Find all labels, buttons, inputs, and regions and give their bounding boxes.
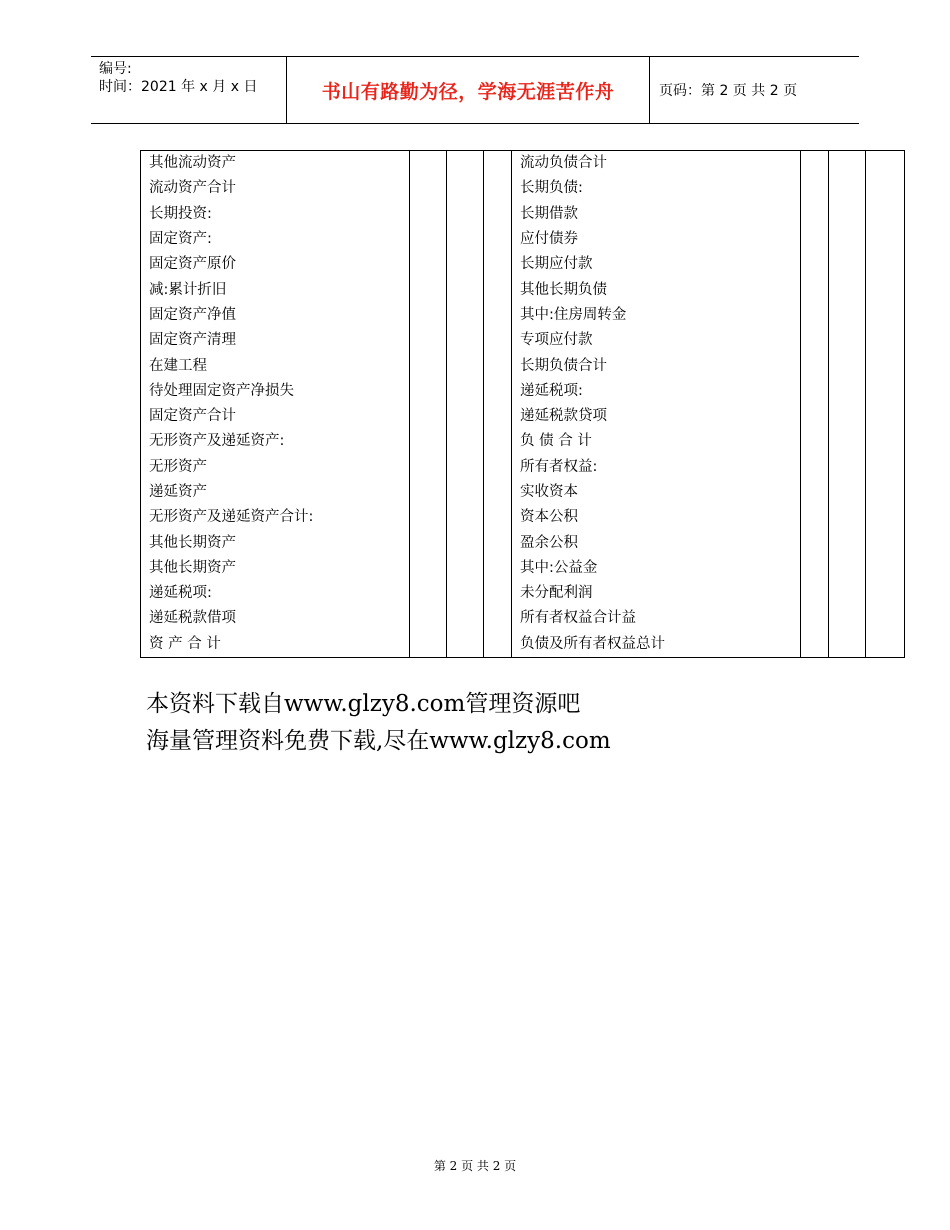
value-cell (801, 227, 829, 252)
value-cell (410, 606, 447, 631)
liability-item-label: 长期借款 (512, 202, 801, 227)
value-cell (410, 632, 447, 658)
value-cell (866, 530, 905, 555)
value-cell (484, 202, 512, 227)
value-cell (801, 151, 829, 177)
table-row (141, 606, 905, 631)
asset-item-label: 在建工程 (141, 353, 410, 378)
value-cell (801, 277, 829, 302)
liability-item-label: 递延税项: (512, 379, 801, 404)
table-row (141, 202, 905, 227)
liability-item-label: 所有者权益合计益 (512, 606, 801, 631)
table-row (141, 429, 905, 454)
value-cell (484, 227, 512, 252)
asset-item-label: 其他长期资产 (141, 556, 410, 581)
asset-item-label: 固定资产: (141, 227, 410, 252)
value-cell (866, 581, 905, 606)
value-cell (829, 581, 866, 606)
value-cell (801, 530, 829, 555)
value-cell (829, 404, 866, 429)
value-cell (801, 252, 829, 277)
asset-item-label: 资 产 合 计 (141, 632, 410, 658)
value-cell (829, 227, 866, 252)
value-cell (484, 353, 512, 378)
value-cell (484, 505, 512, 530)
table-row (141, 530, 905, 555)
value-cell (829, 455, 866, 480)
value-cell (484, 151, 512, 177)
value-cell (484, 379, 512, 404)
value-cell (484, 176, 512, 201)
liability-item-label: 其中:住房周转金 (512, 303, 801, 328)
value-cell (866, 353, 905, 378)
value-cell (829, 480, 866, 505)
table-row (141, 277, 905, 302)
value-cell (829, 530, 866, 555)
value-cell (447, 530, 484, 555)
value-cell (866, 252, 905, 277)
liability-item-label: 应付债券 (512, 227, 801, 252)
table-row (141, 404, 905, 429)
value-cell (410, 505, 447, 530)
value-cell (484, 632, 512, 658)
table-row (141, 252, 905, 277)
header-motto: 书山有路勤为径，学海无涯苦作舟 (321, 81, 615, 103)
value-cell (447, 632, 484, 658)
value-cell (484, 429, 512, 454)
value-cell (447, 328, 484, 353)
value-cell (410, 429, 447, 454)
asset-item-label: 减:累计折旧 (141, 277, 410, 302)
value-cell (866, 404, 905, 429)
value-cell (447, 277, 484, 302)
value-cell (447, 379, 484, 404)
value-cell (410, 328, 447, 353)
liability-item-label: 实收资本 (512, 480, 801, 505)
value-cell (447, 480, 484, 505)
value-cell (447, 176, 484, 201)
value-cell (410, 581, 447, 606)
table-row (141, 632, 905, 658)
value-cell (410, 480, 447, 505)
header-page-info: 页码：第 2 页 共 2 页 (659, 83, 798, 99)
table-row (141, 505, 905, 530)
table-row (141, 480, 905, 505)
header-meta (99, 60, 257, 96)
value-cell (410, 404, 447, 429)
value-cell (447, 303, 484, 328)
asset-item-label: 固定资产合计 (141, 404, 410, 429)
value-cell (866, 556, 905, 581)
value-cell (801, 202, 829, 227)
value-cell (866, 505, 905, 530)
liability-item-label: 其中:公益金 (512, 556, 801, 581)
value-cell (484, 455, 512, 480)
value-cell (410, 176, 447, 201)
asset-item-label: 固定资产原价 (141, 252, 410, 277)
value-cell (484, 556, 512, 581)
liability-item-label: 递延税款贷项 (512, 404, 801, 429)
value-cell (801, 581, 829, 606)
table-row (141, 151, 905, 177)
liability-item-label: 负债及所有者权益总计 (512, 632, 801, 658)
value-cell (829, 632, 866, 658)
value-cell (829, 353, 866, 378)
ad-line-1: 本资料下载自www.glzy8.com管理资源吧 (146, 691, 581, 717)
liability-item-label: 长期应付款 (512, 252, 801, 277)
value-cell (801, 176, 829, 201)
value-cell (447, 202, 484, 227)
value-cell (484, 480, 512, 505)
value-cell (866, 202, 905, 227)
value-cell (829, 379, 866, 404)
liability-item-label: 长期负债: (512, 176, 801, 201)
asset-item-label: 其他流动资产 (141, 151, 410, 177)
value-cell (410, 303, 447, 328)
value-cell (866, 151, 905, 177)
value-cell (866, 632, 905, 658)
value-cell (829, 429, 866, 454)
page-header (91, 56, 859, 124)
value-cell (410, 227, 447, 252)
table-row (141, 455, 905, 480)
value-cell (447, 227, 484, 252)
value-cell (829, 556, 866, 581)
value-cell (829, 505, 866, 530)
value-cell (447, 556, 484, 581)
table-row (141, 176, 905, 201)
asset-item-label: 无形资产及递延资产: (141, 429, 410, 454)
value-cell (801, 606, 829, 631)
value-cell (801, 632, 829, 658)
table-row (141, 379, 905, 404)
asset-item-label: 长期投资: (141, 202, 410, 227)
document-time-label: 时间：2021 年 x 月 x 日 (99, 79, 258, 95)
value-cell (447, 581, 484, 606)
value-cell (866, 379, 905, 404)
value-cell (447, 505, 484, 530)
value-cell (484, 303, 512, 328)
table-row (141, 581, 905, 606)
value-cell (829, 252, 866, 277)
liability-item-label: 流动负债合计 (512, 151, 801, 177)
value-cell (410, 556, 447, 581)
liability-item-label: 长期负债合计 (512, 353, 801, 378)
value-cell (801, 353, 829, 378)
asset-item-label: 递延资产 (141, 480, 410, 505)
header-divider (649, 57, 650, 123)
liability-item-label: 资本公积 (512, 505, 801, 530)
asset-item-label: 其他长期资产 (141, 530, 410, 555)
value-cell (866, 606, 905, 631)
value-cell (410, 151, 447, 177)
value-cell (484, 404, 512, 429)
value-cell (866, 176, 905, 201)
value-cell (447, 151, 484, 177)
value-cell (410, 455, 447, 480)
value-cell (801, 556, 829, 581)
asset-item-label: 固定资产清理 (141, 328, 410, 353)
asset-item-label: 无形资产及递延资产合计: (141, 505, 410, 530)
value-cell (829, 606, 866, 631)
liability-item-label: 负 债 合 计 (512, 429, 801, 454)
ad-line-2: 海量管理资料免费下载,尽在www.glzy8.com (146, 728, 611, 754)
value-cell (410, 530, 447, 555)
value-cell (801, 505, 829, 530)
value-cell (447, 404, 484, 429)
liability-item-label: 专项应付款 (512, 328, 801, 353)
value-cell (484, 606, 512, 631)
value-cell (801, 303, 829, 328)
value-cell (866, 328, 905, 353)
asset-item-label: 无形资产 (141, 455, 410, 480)
document-number-label: 编号: (99, 61, 132, 77)
value-cell (866, 480, 905, 505)
value-cell (447, 455, 484, 480)
asset-item-label: 固定资产净值 (141, 303, 410, 328)
value-cell (410, 202, 447, 227)
value-cell (484, 252, 512, 277)
value-cell (484, 328, 512, 353)
liability-item-label: 其他长期负债 (512, 277, 801, 302)
value-cell (866, 277, 905, 302)
table-row (141, 227, 905, 252)
table-row (141, 556, 905, 581)
liability-item-label: 所有者权益: (512, 455, 801, 480)
value-cell (801, 379, 829, 404)
value-cell (801, 455, 829, 480)
liability-item-label: 盈余公积 (512, 530, 801, 555)
value-cell (484, 277, 512, 302)
value-cell (447, 429, 484, 454)
value-cell (484, 530, 512, 555)
value-cell (410, 379, 447, 404)
value-cell (801, 328, 829, 353)
asset-item-label: 流动资产合计 (141, 176, 410, 201)
value-cell (410, 353, 447, 378)
value-cell (866, 303, 905, 328)
value-cell (829, 151, 866, 177)
asset-item-label: 递延税款借项 (141, 606, 410, 631)
table-row (141, 303, 905, 328)
value-cell (829, 277, 866, 302)
value-cell (410, 277, 447, 302)
value-cell (801, 480, 829, 505)
value-cell (447, 252, 484, 277)
value-cell (447, 353, 484, 378)
value-cell (866, 429, 905, 454)
table-row (141, 328, 905, 353)
value-cell (829, 202, 866, 227)
asset-item-label: 递延税项: (141, 581, 410, 606)
value-cell (410, 252, 447, 277)
value-cell (829, 328, 866, 353)
balance-sheet-table (140, 150, 905, 658)
value-cell (484, 581, 512, 606)
table-row (141, 353, 905, 378)
value-cell (829, 303, 866, 328)
value-cell (447, 606, 484, 631)
value-cell (866, 455, 905, 480)
value-cell (801, 429, 829, 454)
value-cell (801, 404, 829, 429)
liability-item-label: 未分配利润 (512, 581, 801, 606)
value-cell (866, 227, 905, 252)
value-cell (829, 176, 866, 201)
asset-item-label: 待处理固定资产净损失 (141, 379, 410, 404)
page-footer: 第 2 页 共 2 页 (433, 1159, 517, 1173)
